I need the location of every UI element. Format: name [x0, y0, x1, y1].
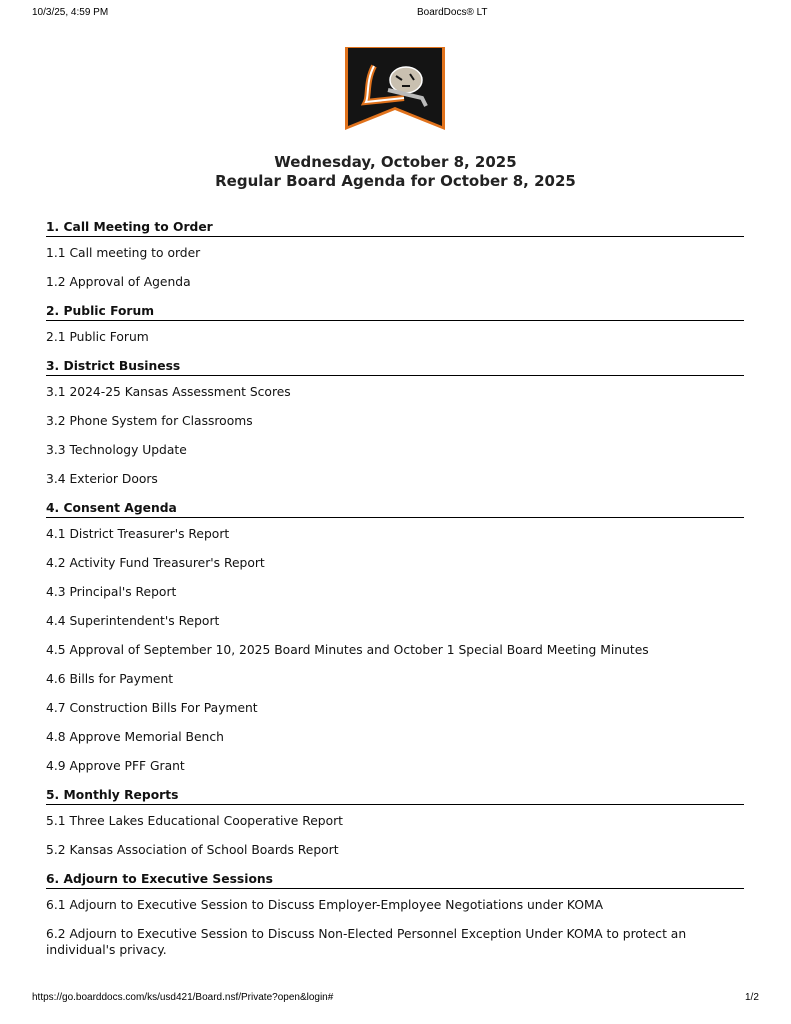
agenda-item[interactable]: 3.1 2024-25 Kansas Assessment Scores — [46, 385, 291, 399]
agenda-item[interactable]: 4.9 Approve PFF Grant — [46, 759, 185, 773]
agenda-item[interactable]: 4.7 Construction Bills For Payment — [46, 701, 258, 715]
agenda-item[interactable]: 4.6 Bills for Payment — [46, 672, 174, 686]
agenda-item[interactable]: 4.2 Activity Fund Treasurer's Report — [46, 556, 265, 570]
agenda-item[interactable]: 5.2 Kansas Association of School Boards Report — [46, 843, 339, 857]
agenda-title: Regular Board Agenda for October 8, 2025 — [215, 172, 576, 190]
agenda-item[interactable]: 1.1 Call meeting to order — [46, 246, 201, 260]
agenda-item[interactable]: 4.4 Superintendent's Report — [46, 614, 220, 628]
agenda-item[interactable]: 3.2 Phone System for Classrooms — [46, 414, 253, 428]
section-heading[interactable]: 3. District Business — [46, 358, 744, 376]
section-heading[interactable]: 2. Public Forum — [46, 303, 744, 321]
agenda-item[interactable]: 6.2 Adjourn to Executive Session to Discuss Non-Elected Personnel Exception Under KOMA to protect an individual's privacy. — [46, 927, 687, 957]
print-url: https://go.boarddocs.com/ks/usd421/Board.nsf/Private?open&login# — [32, 992, 334, 1003]
meeting-date: Wednesday, October 8, 2025 — [274, 153, 517, 171]
agenda-item[interactable]: 4.1 District Treasurer's Report — [46, 527, 230, 541]
agenda-item[interactable]: 2.1 Public Forum — [46, 330, 149, 344]
agenda-item[interactable]: 4.8 Approve Memorial Bench — [46, 730, 224, 744]
agenda-item[interactable]: 4.3 Principal's Report — [46, 585, 177, 599]
agenda-item[interactable]: 4.5 Approval of September 10, 2025 Board Minutes and October 1 Special Board Meeting Minutes — [46, 643, 649, 657]
print-datetime: 10/3/25, 4:59 PM — [32, 7, 109, 18]
agenda-item[interactable]: 1.2 Approval of Agenda — [46, 275, 191, 289]
section-heading[interactable]: 6. Adjourn to Executive Sessions — [46, 871, 744, 889]
section-heading[interactable]: 1. Call Meeting to Order — [46, 219, 744, 237]
school-logo — [344, 46, 446, 132]
agenda-item[interactable]: 6.1 Adjourn to Executive Session to Discuss Employer-Employee Negotiations under KOMA — [46, 898, 604, 912]
print-title: BoardDocs® LT — [417, 7, 488, 18]
page-number: 1/2 — [745, 992, 759, 1003]
agenda-item[interactable]: 3.3 Technology Update — [46, 443, 187, 457]
agenda — [46, 219, 744, 958]
section-heading[interactable]: 4. Consent Agenda — [46, 500, 744, 518]
section-heading[interactable]: 5. Monthly Reports — [46, 787, 744, 805]
agenda-item[interactable]: 3.4 Exterior Doors — [46, 472, 158, 486]
agenda-item[interactable]: 5.1 Three Lakes Educational Cooperative Report — [46, 814, 343, 828]
